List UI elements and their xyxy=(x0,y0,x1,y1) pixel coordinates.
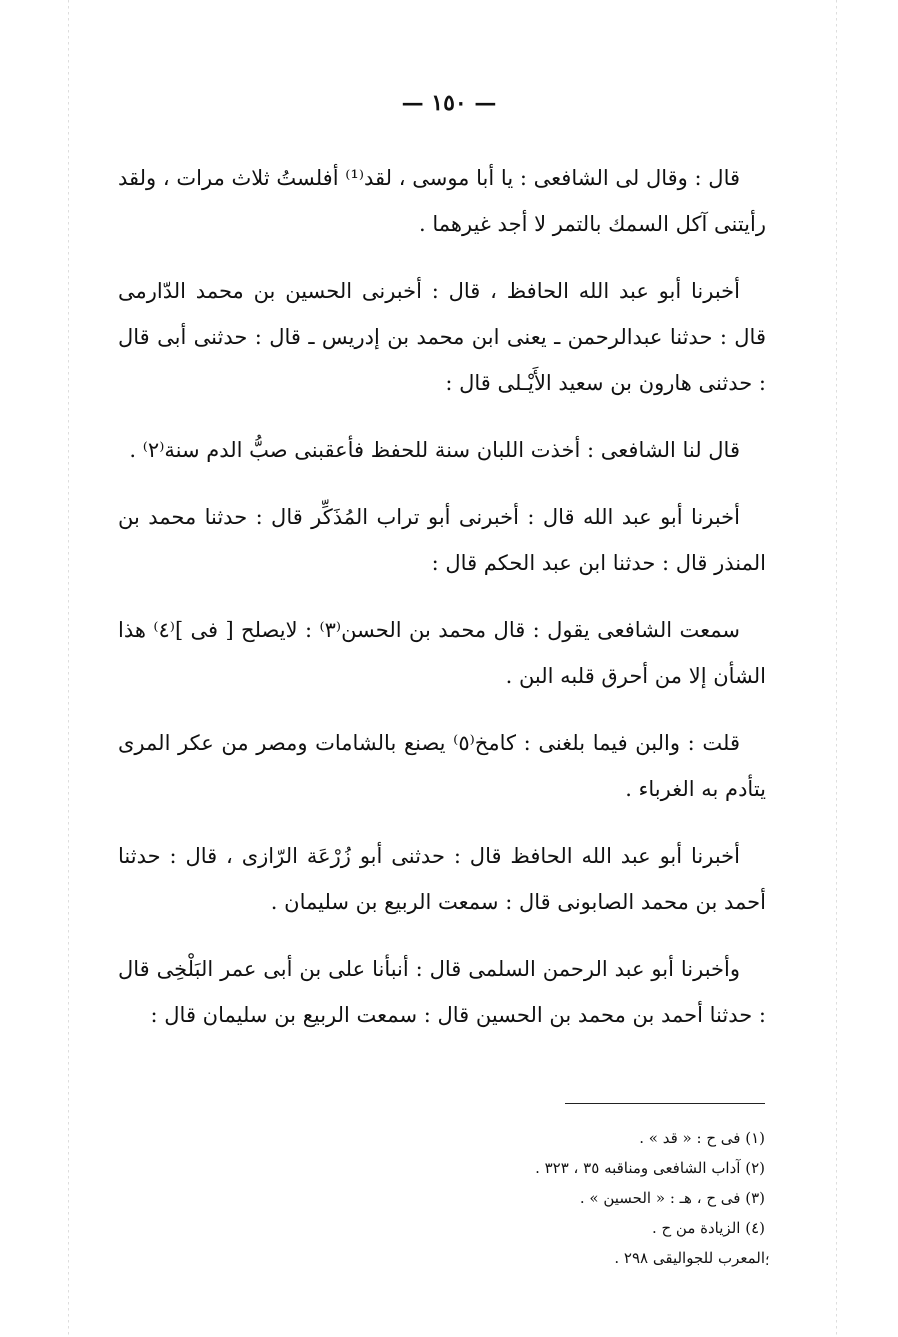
page-number: — ١٥٠ — xyxy=(401,90,497,116)
scan-dotted-line-right xyxy=(836,0,837,1337)
paragraph-7: أخبرنا أبو عبد الله الحافظ قال : حدثنى أبو زُرْعَة الرّازى ، قال : حدثنا أحمد بن محمد الصابونى قال : سمعت الربيع بن سليمان . xyxy=(118,844,766,914)
paragraph-3: قال لنا الشافعى : أخذت اللبان سنة للحفظ فأعقبنى صبُّ الدم سنة⁽٢⁾ . xyxy=(129,438,740,462)
margin-mark: ؛ xyxy=(765,1253,770,1269)
scan-dotted-line-left xyxy=(68,0,69,1337)
footnote-4: (٤) الزيادة من ح . xyxy=(651,1219,765,1237)
paragraph-5: سمعت الشافعى يقول : قال محمد بن الحسن⁽٣⁾ : لايصلح [ فى ]⁽٤⁾ هذا الشأن إلا من أحرق قلبه البن . xyxy=(118,618,766,688)
paragraph-1: قال : وقال لى الشافعى : يا أبا موسى ، لقد⁽¹⁾ أفلستُ ثلاث مرات ، ولقد رأيتنى آكل السمك بالتمر لا أجد غيرهما . xyxy=(118,166,766,236)
paragraph-2: أخبرنا أبو عبد الله الحافظ ، قال : أخبرنى الحسين بن محمد الدّارمى قال : حدثنا عبدالرحمن ـ يعنى ابن محمد بن إدريس ـ قال : حدثنى أبى قال : حدثنى هارون بن سعيد الأَيْـلى قال : xyxy=(118,279,766,395)
footnote-divider xyxy=(565,1103,765,1104)
footnote-2: (٢) آداب الشافعى ومناقبه ٣٥ ، ٣٢٣ . xyxy=(535,1159,765,1177)
footnote-1: (١) فى ح : « قد » . xyxy=(639,1129,765,1147)
main-text xyxy=(118,155,766,1059)
footnote-5: المعرب للجواليقى ٢٩٨ . xyxy=(614,1249,765,1267)
paragraph-8: وأخبرنا أبو عبد الرحمن السلمى قال : أنبأنا على بن أبى عمر البَلْخِى قال : حدثنا أحمد بن محمد بن الحسين قال : سمعت الربيع بن سليمان قال : xyxy=(118,957,766,1027)
paragraph-6: قلت : والبن فيما بلغنى : كامخ⁽٥⁾ يصنع بالشامات ومصر من عكر المرى يتأدم به الغرباء . xyxy=(118,731,766,801)
footnote-3: (٣) فى ح ، هـ : « الحسين » . xyxy=(579,1189,765,1207)
paragraph-4: أخبرنا أبو عبد الله قال : أخبرنى أبو تراب المُذَكِّر قال : حدثنا محمد بن المنذر قال : حدثنا ابن عبد الحكم قال : xyxy=(118,505,766,575)
footnotes xyxy=(420,1123,765,1273)
